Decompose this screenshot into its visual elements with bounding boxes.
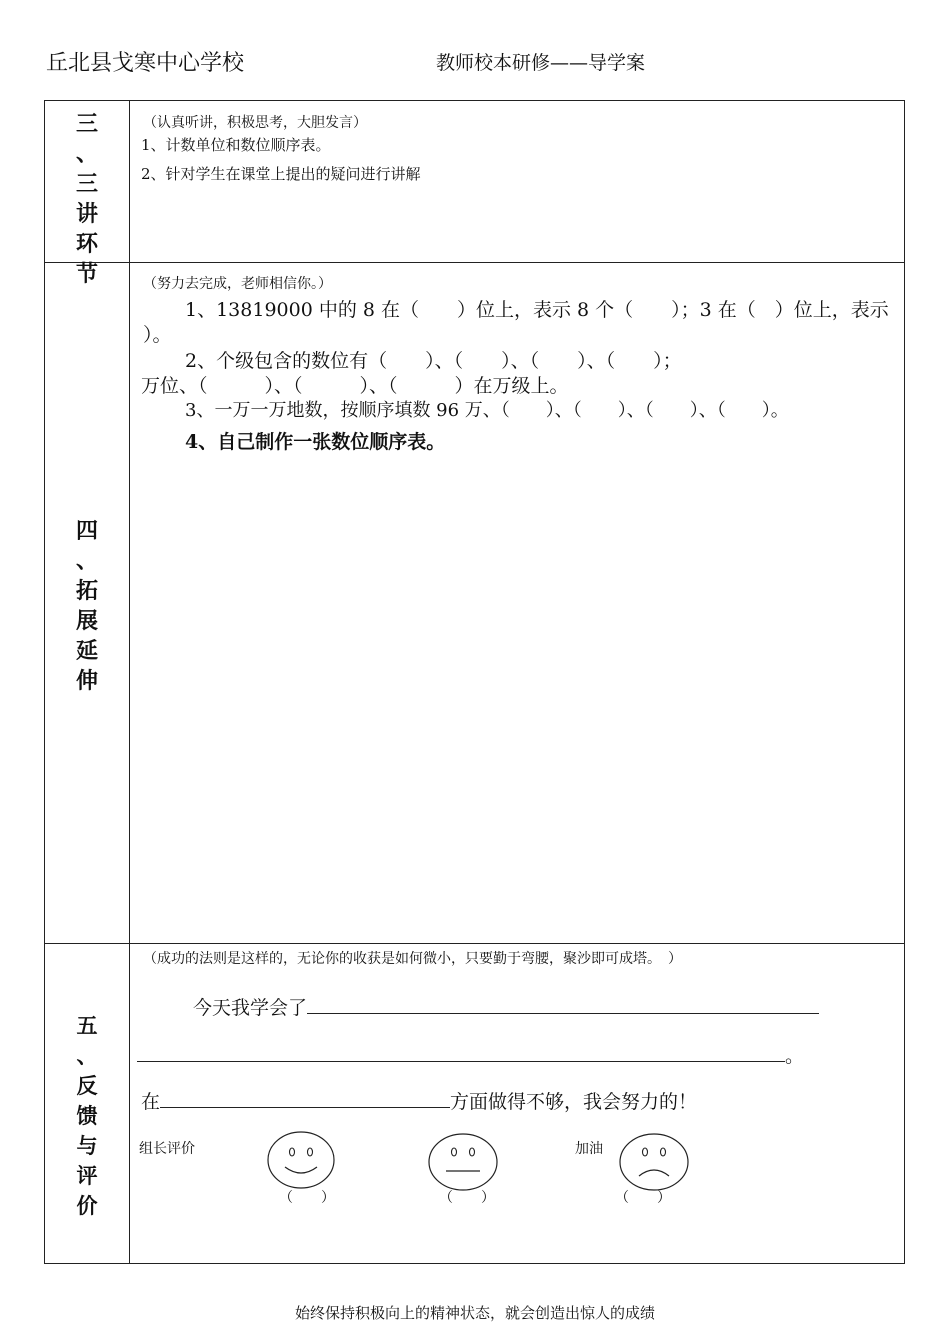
- neutral-face-icon: [426, 1131, 500, 1193]
- encourage-text: 加油: [575, 1141, 603, 1157]
- question-1-line-1: 1、13819000 中的 8 在（ ）位上，表示 8 个（ ）；3 在（ ）位上，表示: [185, 299, 889, 321]
- learned-blank-2[interactable]: [137, 1041, 785, 1062]
- section-5-label: 五 、 反 馈 与 评 价: [76, 1013, 98, 1218]
- section-5-hint: （成功的法则是这样的，无论你的收获是如何微小，只要勤于弯腰，聚沙即可成塔。 ）: [143, 951, 682, 967]
- document-title: 教师校本研修——导学案: [436, 52, 646, 74]
- learned-line-2: 。: [137, 1041, 804, 1068]
- column-divider: [129, 101, 130, 1263]
- smile-face-blank[interactable]: （ ）: [279, 1190, 335, 1206]
- section-3-item: 2、针对学生在课堂上提出的疑问进行讲解: [141, 165, 421, 183]
- section-3-item: 1、计数单位和数位顺序表。: [141, 136, 331, 154]
- section-4-label: 四 、 拓 展 延 伸: [75, 518, 98, 694]
- row-divider: [45, 262, 904, 263]
- sad-face-icon: [617, 1131, 691, 1193]
- question-1-line-2: ）。: [143, 324, 172, 346]
- group-leader-rating: 组长评价: [139, 1141, 195, 1157]
- question-2-line-1: 2、个级包含的数位有（ ）、（ ）、（ ）、（ ）；: [185, 350, 682, 372]
- worksheet-table: [44, 100, 905, 1264]
- improve-blank[interactable]: [160, 1087, 450, 1108]
- neutral-face-blank[interactable]: （ ）: [439, 1190, 495, 1206]
- improve-line: 在 方面做得不够，我会努力的！: [141, 1087, 697, 1114]
- question-4: 4、自己制作一张数位顺序表。: [185, 431, 446, 453]
- smile-face-icon: [265, 1129, 337, 1191]
- sad-face-blank[interactable]: （ ）: [615, 1190, 671, 1206]
- question-3: 3、一万一万地数，按顺序填数 96 万、（ ）、（ ）、（ ）、（ ）。: [185, 400, 789, 421]
- section-3-hint: （认真听讲，积极思考，大胆发言）: [143, 115, 367, 131]
- section-3-label: 三 、 三 讲 环 节: [75, 111, 98, 287]
- question-2-line-2: 万位、（ ）、（ ）、（ ）在万级上。: [141, 375, 569, 397]
- row-divider: [45, 943, 904, 944]
- learned-line: 今天我学会了: [193, 993, 819, 1020]
- learned-blank[interactable]: [307, 993, 819, 1014]
- section-4-hint: （努力去完成，老师相信你。）: [143, 276, 332, 292]
- footer-motto: 始终保持积极向上的精神状态，就会创造出惊人的成绩: [294, 1304, 655, 1322]
- school-name: 丘北县戈寒中心学校: [46, 51, 245, 76]
